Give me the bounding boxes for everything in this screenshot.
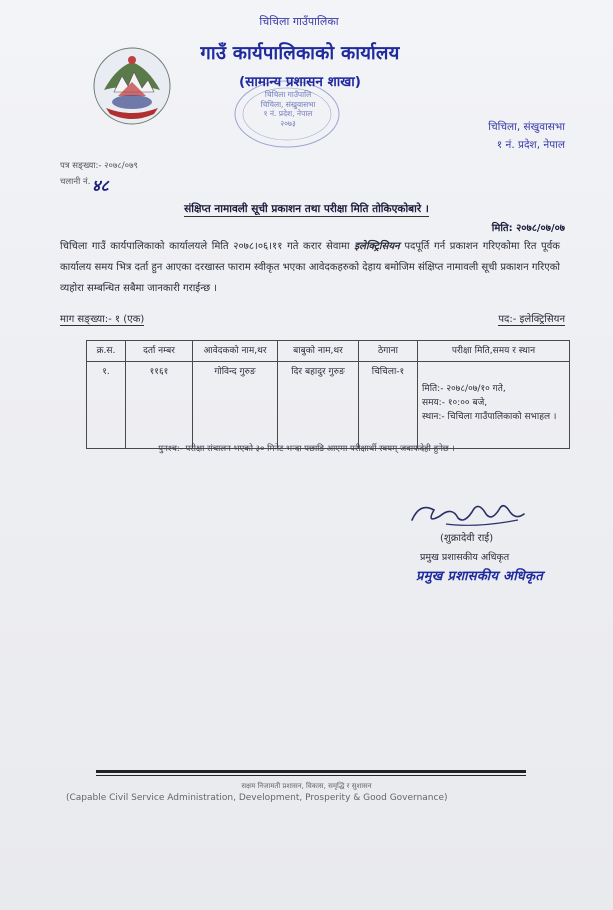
header-exam-details: परीक्षा मिति,समय र स्थान [418,341,570,362]
header-father: बाबुको नाम,थर [278,341,359,362]
cell-sn: १. [87,362,126,449]
exam-place: स्थान:- चिचिला गाउँपालिकाको सभाहल । [422,412,557,422]
letter-number: पत्र सङ्ख्या:- २०७८/०७९ [60,161,138,171]
table-row [87,362,570,449]
department-name: (सामान्य प्रशासन शाखा) [239,74,361,90]
dispatch-label: चलानी नं. [60,177,91,187]
post-name: पद:- इलेक्ट्रिसियन [498,314,565,325]
office-title: गाउँ कार्यपालिकाको कार्यालय [200,43,400,64]
cell-reg-no: ११६१ [126,362,193,449]
exam-date: मिति:- २०७८/०७/१० गते, [422,384,506,394]
signature-icon [406,494,536,532]
subject-text: संक्षिप्त नामावली सूची प्रकाशन तथा परीक्षा मिति तोकिएकोबारे । [184,203,429,215]
signatory-stamp: प्रमुख प्रशासकीय अधिकृत [416,569,544,584]
letter-date: मिति: २०७८/०७/०७ [491,223,565,234]
demand-count: माग सङ्ख्या:- १ (एक) [60,314,145,325]
subject-line [0,202,613,216]
body-paragraph: चिचिला गाउँ कार्यपालिकाको कार्यालयले मिति २०७८।०६।११ गते करार सेवामा इलेक्ट्रिसियन पदपूर्ति गर्न प्रकाशन गरिएकोमा रित पूर्वक कार्यालय समय भित्र दर्ता हुन आएका दरखास्त फाराम स्वीकृत भएका आवेदकहरुको देहाय बमोजिम संक्षिप्त नामावली सूची प्रकाशन गरिएको व्यहोरा सम्बन्धित सबैमा जानकारी गराईन्छ । [60,241,560,294]
cell-address: चिचिला-१ [359,362,418,449]
address-line-2: १ नं. प्रदेश, नेपाल [496,139,565,151]
post-highlight: इलेक्ट्रिसियन [354,241,400,252]
header-applicant: आवेदकको नाम,थर [193,341,278,362]
candidate-table [86,340,570,449]
postscript-note: पुनश्च:- परीक्षा संचालन भएको ३० मिनेट भन्दा पछाडि आएमा परीक्षार्थी स्वयम् जवाफदेही हुनेछ । [158,444,455,454]
cell-applicant: गोविन्द गुरुङ [193,362,278,449]
footer-tagline: (Capable Civil Service Administration, Development, Prosperity & Good Governance) [66,793,448,803]
footer-divider-thin [96,775,526,776]
cell-exam-details [418,362,570,449]
header-sn: क्र.स. [87,341,126,362]
stamp-text: चिचिला गाउँपालि चिचिला, संखुवासभा १ नं. प्रदेश, नेपाल २०७३ [260,90,316,128]
table-header-row [87,341,570,362]
header-address: ठेगाना [359,341,418,362]
dispatch-number: ४८ [92,176,109,195]
footer-divider [96,770,526,773]
signatory-name: (शुक्रादेवी राई) [440,533,494,544]
signatory-title: प्रमुख प्रशासकीय अधिकृत [420,552,510,563]
footer-slogan: सक्षम निजामती प्रशासन, विकास, समृद्धि र सुशासन [241,782,372,790]
address-line-1: चिचिला, संखुवासभा [488,121,565,133]
cell-father: दिर बहादुर गुरुङ [278,362,359,449]
exam-time: समय:- १०:०० बजे, [422,398,488,408]
office-name: चिचिला गाउँपालिका [259,15,339,28]
header-reg-no: दर्ता नम्बर [126,341,193,362]
